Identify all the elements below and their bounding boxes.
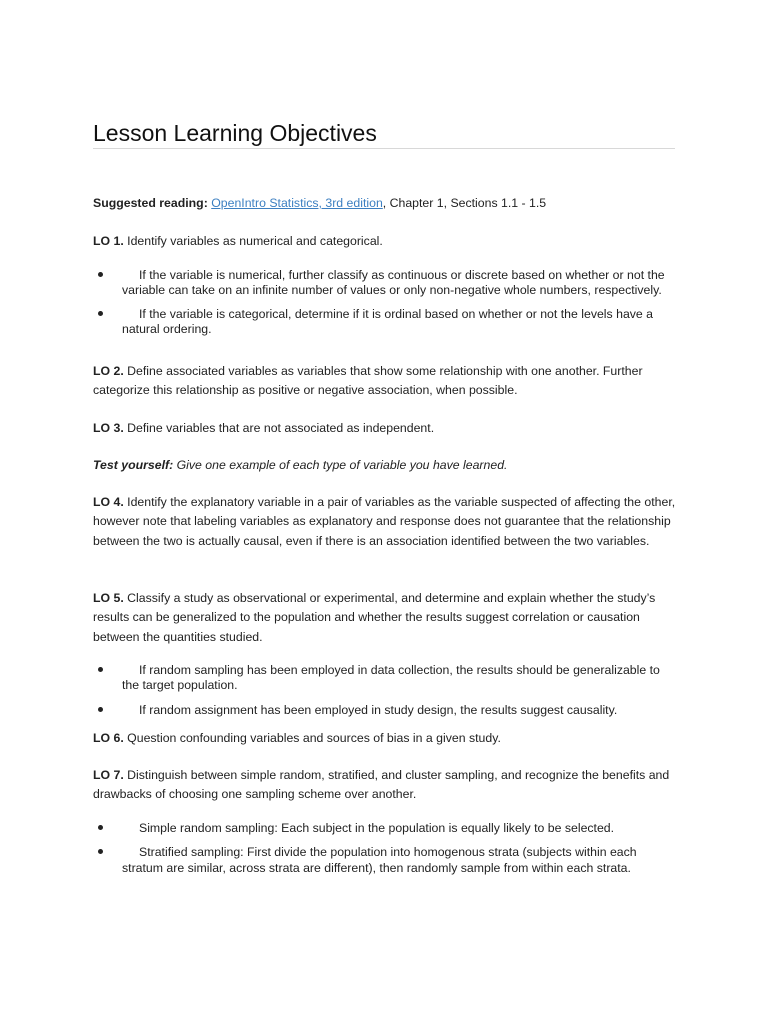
title-divider (93, 148, 675, 149)
lo5-label: LO 5. (93, 591, 124, 605)
lo4-paragraph (93, 493, 678, 551)
lo4-text: Identify the explanatory variable in a pair of variables as the variable suspected of affecting the other, however note that labeling variables as explanatory and response does not guarantee that the relationship between the two is actually causal, even if there is an association identified between the two variables. (93, 495, 676, 548)
lo6-text: Question confounding variables and sources of bias in a given study. (123, 731, 501, 745)
lo6-paragraph (93, 729, 678, 748)
textbook-link[interactable]: OpenIntro Statistics, 3rd edition (211, 196, 383, 210)
list-item-text: If the variable is numerical, further classify as continuous or discrete based on whether or not the variable can take on an infinite number of values or only non-negative whole numbers, respectively. (122, 268, 665, 298)
lo2-text: Define associated variables as variables that show some relationship with one another. Further categorize this relationship as positive or negative association, when possible. (93, 364, 643, 398)
lo7-label: LO 7. (93, 768, 124, 782)
list-item (93, 663, 678, 694)
list-item-text: Stratified sampling: First divide the population into homogenous strata (subjects within each stratum are similar, across strata are different), then randomly sample from within each strata. (122, 845, 637, 875)
bullet-icon (98, 849, 103, 854)
lo2-paragraph (93, 362, 678, 401)
bullet-icon (98, 825, 103, 830)
list-item (93, 307, 678, 338)
bullet-icon (98, 272, 103, 277)
lo7-text: Distinguish between simple random, stratified, and cluster sampling, and recognize the benefits and drawbacks of choosing one sampling scheme over another. (93, 768, 670, 802)
bullet-icon (98, 311, 103, 316)
suggested-reading (93, 194, 678, 213)
lo5-text: Classify a study as observational or experimental, and determine and explain whether the study’s results can be generalized to the population and whether the results suggest correlation or causation between the quantities studied. (93, 591, 656, 644)
lo7-bullets (93, 821, 678, 876)
list-item-text: If the variable is categorical, determine if it is ordinal based on whether or not the levels have a natural ordering. (122, 306, 654, 337)
lo1-text: Identify variables as numerical and categorical. (123, 234, 383, 248)
suggested-reading-label: Suggested reading: (93, 196, 208, 210)
lo3-text: Define variables that are not associated as independent. (123, 421, 435, 435)
list-item (93, 703, 678, 718)
test-yourself-label: Test yourself: (93, 458, 174, 472)
page-title: Lesson Learning Objectives (93, 120, 377, 147)
lo1-paragraph (93, 232, 678, 251)
list-item (93, 268, 678, 299)
lo7-paragraph (93, 766, 678, 805)
bullet-icon (98, 707, 103, 712)
lo6-label: LO 6. (93, 731, 124, 745)
list-item-text: Simple random sampling: Each subject in the population is equally likely to be selected. (139, 821, 615, 835)
test-yourself (93, 456, 678, 475)
lo1-label: LO 1. (93, 234, 124, 248)
suggested-reading-rest: , Chapter 1, Sections 1.1 - 1.5 (382, 196, 547, 210)
lo4-label: LO 4. (93, 495, 124, 509)
list-item (93, 845, 678, 876)
lo3-label: LO 3. (93, 421, 124, 435)
lo1-bullets (93, 268, 678, 338)
test-yourself-text: Give one example of each type of variable you have learned. (173, 458, 508, 472)
lo2-label: LO 2. (93, 364, 124, 378)
list-item-text: If random sampling has been employed in data collection, the results should be generalizable to the target population. (122, 663, 660, 693)
lo5-bullets (93, 663, 678, 718)
lo3-paragraph (93, 419, 678, 438)
list-item-text: If random assignment has been employed in study design, the results suggest causality. (139, 702, 618, 717)
bullet-icon (98, 667, 103, 672)
lo5-paragraph (93, 589, 678, 647)
list-item (93, 821, 678, 836)
